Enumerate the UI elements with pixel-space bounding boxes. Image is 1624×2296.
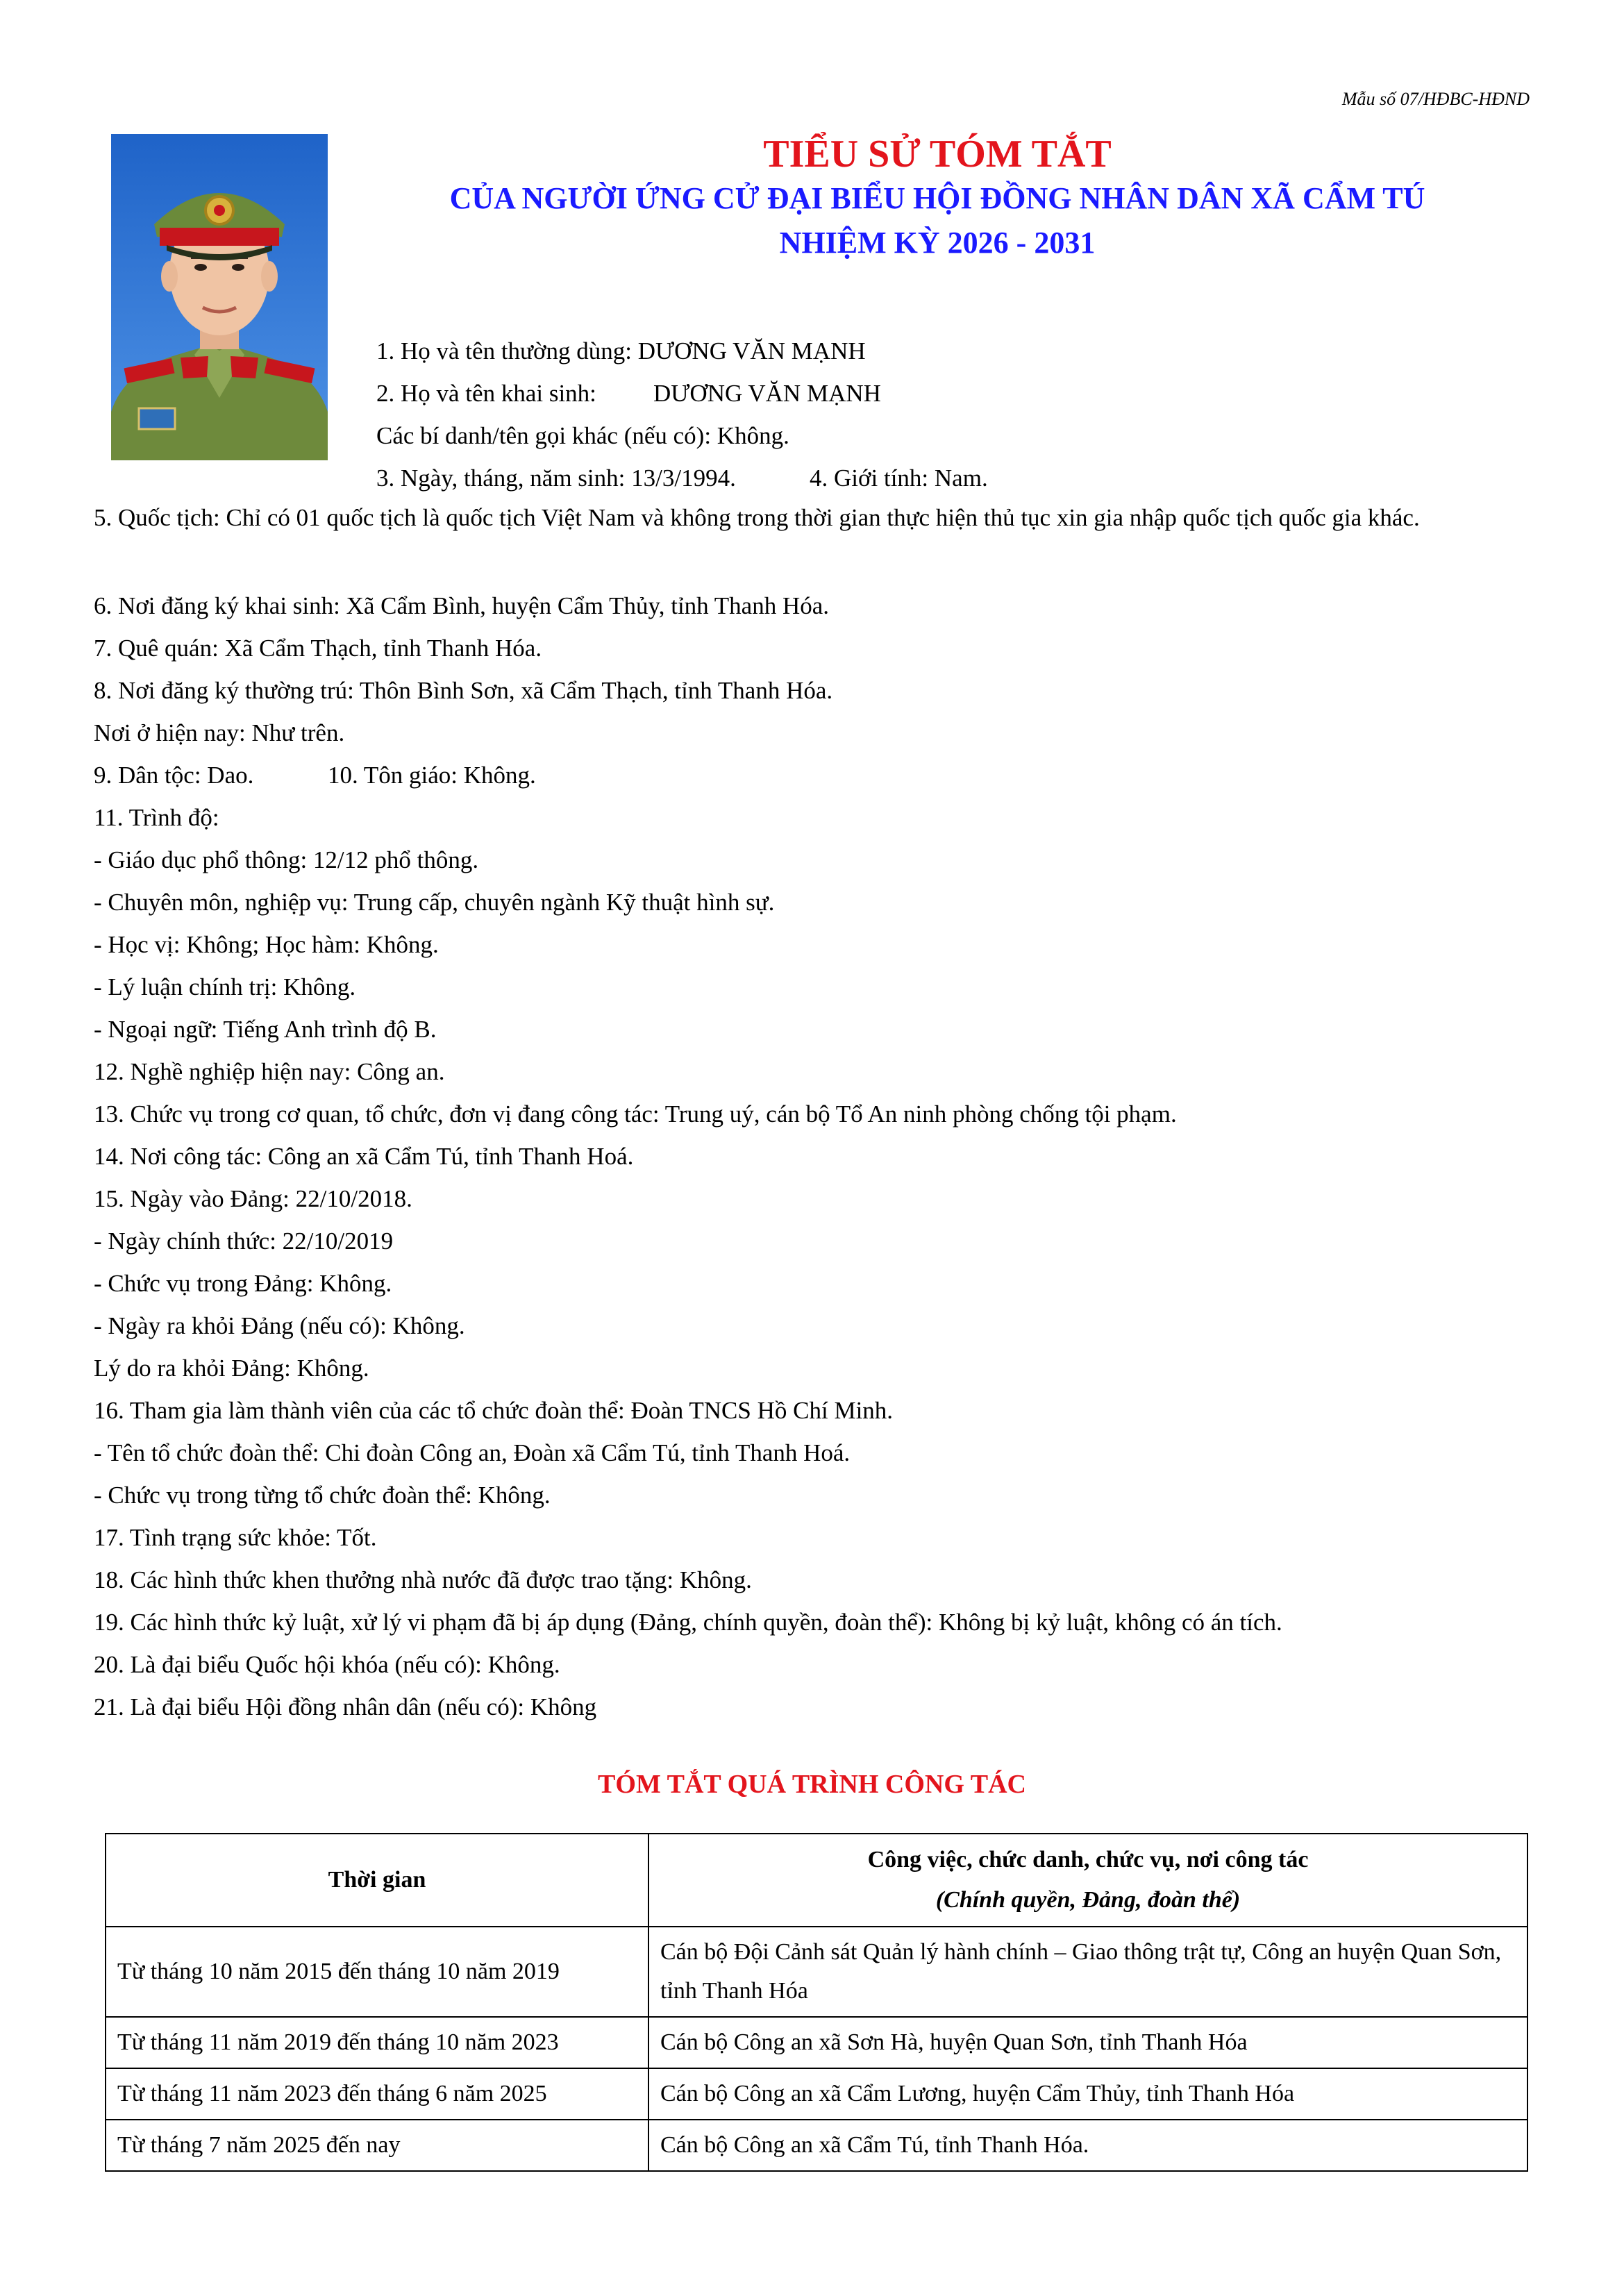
organization-name: - Tên tổ chức đoàn thể: Chi đoàn Công an, Đoàn xã Cẩm Tú, tỉnh Thanh Hoá.	[94, 1439, 851, 1466]
party-official-date: - Ngày chính thức: 22/10/2019	[94, 1227, 394, 1255]
hometown: 7. Quê quán: Xã Cẩm Thạch, tỉnh Thanh Hóa.	[94, 635, 542, 662]
academic-degree: - Học vị: Không; Học hàm: Không.	[94, 931, 439, 958]
workplace: 14. Nơi công tác: Công an xã Cẩm Tú, tỉnh Thanh Hoá.	[94, 1143, 634, 1170]
document-term: NHIỆM KỲ 2026 - 2031	[779, 226, 1096, 260]
council-delegate: 21. Là đại biểu Hội đồng nhân dân (nếu có): Không	[94, 1693, 597, 1720]
birth-registration: 6. Nơi đăng ký khai sinh: Xã Cẩm Bình, huyện Cẩm Thủy, tỉnh Thanh Hóa.	[94, 592, 830, 619]
foreign-language: - Ngoại ngữ: Tiếng Anh trình độ B.	[94, 1016, 437, 1043]
row-time: Từ tháng 11 năm 2019 đến tháng 10 năm 2023	[106, 2017, 648, 2068]
portrait-photo	[111, 134, 328, 460]
specialization: - Chuyên môn, nghiệp vụ: Trung cấp, chuyên ngành Kỹ thuật hình sự.	[94, 889, 775, 916]
table-row	[106, 2120, 1527, 2171]
ethnicity: 9. Dân tộc: Dao.	[94, 762, 254, 789]
table-row	[106, 2068, 1527, 2120]
current-residence: Nơi ở hiện nay: Như trên.	[94, 719, 345, 746]
common-name: 1. Họ và tên thường dùng: DƯƠNG VĂN MẠNH	[376, 337, 866, 364]
work-history-title: TÓM TẮT QUÁ TRÌNH CÔNG TÁC	[598, 1770, 1026, 1799]
disciplinary-record: 19. Các hình thức kỷ luật, xử lý vi phạm đã bị áp dụng (Đảng, chính quyền, đoàn thể): Không bị kỷ luật, không có án tích.	[94, 1609, 1282, 1636]
row-job: Cán bộ Công an xã Cẩm Lương, huyện Cẩm Thủy, tỉnh Thanh Hóa	[648, 2068, 1527, 2120]
political-theory: - Lý luận chính trị: Không.	[94, 973, 356, 1000]
form-number: Mẫu số 07/HĐBC-HĐND	[1341, 89, 1530, 109]
organization-position: - Chức vụ trong từng tổ chức đoàn thể: Không.	[94, 1482, 551, 1509]
birth-name-label: 2. Họ và tên khai sinh:	[376, 380, 596, 407]
awards: 18. Các hình thức khen thưởng nhà nước đã được trao tặng: Không.	[94, 1566, 752, 1593]
header-job	[648, 1834, 1527, 1927]
table-row	[106, 1927, 1527, 2017]
permanent-residence: 8. Nơi đăng ký thường trú: Thôn Bình Sơn, xã Cẩm Thạch, tỉnh Thanh Hóa.	[94, 677, 833, 704]
religion: 10. Tôn giáo: Không.	[328, 762, 536, 789]
date-of-birth: 3. Ngày, tháng, năm sinh: 13/3/1994.	[376, 464, 736, 492]
row-time: Từ tháng 11 năm 2023 đến tháng 6 năm 2025	[106, 2068, 648, 2120]
document-subtitle: CỦA NGƯỜI ỨNG CỬ ĐẠI BIỂU HỘI ĐỒNG NHÂN DÂN XÃ CẨM TÚ	[449, 181, 1425, 215]
general-education: - Giáo dục phổ thông: 12/12 phổ thông.	[94, 846, 479, 873]
header-job-subtitle: (Chính quyền, Đảng, đoàn thể)	[935, 1887, 1241, 1913]
education-heading: 11. Trình độ:	[94, 804, 219, 831]
organization-membership: 16. Tham gia làm thành viên của các tổ chức đoàn thể: Đoàn TNCS Hồ Chí Minh.	[94, 1397, 894, 1424]
party-join-date: 15. Ngày vào Đảng: 22/10/2018.	[94, 1185, 412, 1212]
national-assembly-delegate: 20. Là đại biểu Quốc hội khóa (nếu có): Không.	[94, 1651, 560, 1678]
row-job: Cán bộ Công an xã Cẩm Tú, tỉnh Thanh Hóa.	[648, 2120, 1527, 2171]
gender: 4. Giới tính: Nam.	[810, 464, 988, 492]
table-row	[106, 2017, 1527, 2068]
row-job: Cán bộ Công an xã Sơn Hà, huyện Quan Sơn, tỉnh Thanh Hóa	[648, 2017, 1527, 2068]
header-job-title: Công việc, chức danh, chức vụ, nơi công tác	[867, 1847, 1309, 1872]
document-title: TIỂU SỬ TÓM TẮT	[763, 133, 1112, 176]
table-header-row	[106, 1834, 1527, 1927]
party-leave-reason: Lý do ra khỏi Đảng: Không.	[94, 1355, 369, 1382]
header-time: Thời gian	[106, 1834, 648, 1927]
aliases: Các bí danh/tên gọi khác (nếu có): Không.	[376, 422, 789, 449]
nationality: 5. Quốc tịch: Chỉ có 01 quốc tịch là quốc tịch Việt Nam và không trong thời gian thực hiện thủ tục xin gia nhập quốc tịch quốc gia khác.	[94, 504, 1420, 531]
birth-name-value: DƯƠNG VĂN MẠNH	[653, 380, 881, 407]
work-history-table	[105, 1833, 1528, 2172]
health-status: 17. Tình trạng sức khỏe: Tốt.	[94, 1524, 377, 1551]
row-time: Từ tháng 7 năm 2025 đến nay	[106, 2120, 648, 2171]
party-leave-date: - Ngày ra khỏi Đảng (nếu có): Không.	[94, 1312, 465, 1339]
portrait-photo-icon	[111, 134, 328, 460]
row-time: Từ tháng 10 năm 2015 đến tháng 10 năm 2019	[106, 1927, 648, 2017]
occupation: 12. Nghề nghiệp hiện nay: Công an.	[94, 1058, 445, 1085]
position: 13. Chức vụ trong cơ quan, tổ chức, đơn vị đang công tác: Trung uý, cán bộ Tổ An ninh phòng chống tội phạm.	[94, 1100, 1177, 1128]
party-position: - Chức vụ trong Đảng: Không.	[94, 1270, 392, 1297]
row-job: Cán bộ Đội Cảnh sát Quản lý hành chính – Giao thông trật tự, Công an huyện Quan Sơn, tỉnh Thanh Hóa	[648, 1927, 1527, 2017]
